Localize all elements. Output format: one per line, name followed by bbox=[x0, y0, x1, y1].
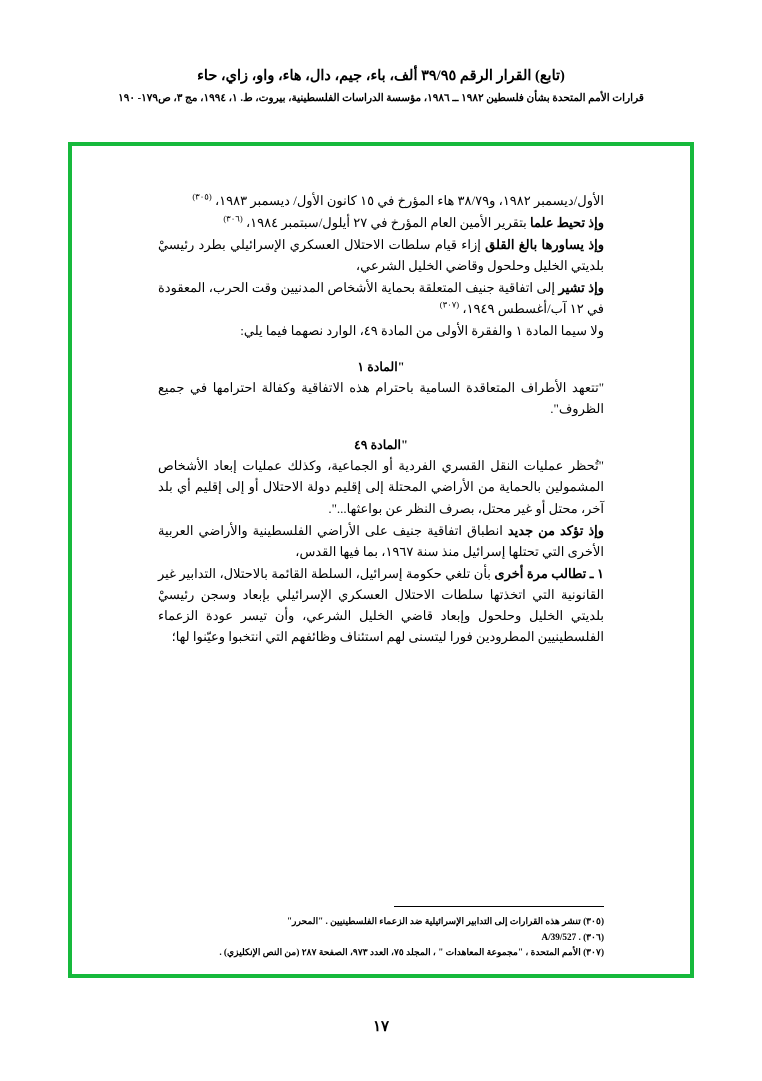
footnote-306-marker: (٣٠٦) bbox=[583, 931, 604, 942]
footnote-307-marker: (٣٠٧) bbox=[583, 946, 604, 957]
paragraph-7-text: بأن تلغي حكومة إسرائيل، السلطة القائمة بالاحتلال، التدابير غير القانونية التي اتخذتها سلطات الاحتلال العسكري الإسرائيلي بإبعاد وسجن رئيسيْ بلديتي الخليل وحلحول وإبعاد قاضي الخليل الشرعي، وأن تيسر عودة الزعماء الفلسطينيين المطرودين فورا ليتسنى لهم استئناف وظائفهم التي انتخبوا وعيّنوا لها؛ bbox=[158, 565, 604, 644]
footnote-divider bbox=[394, 906, 604, 907]
paragraph-1-text: الأول/ديسمبر ١٩٨٢، و٣٨/٧٩ هاء المؤرخ في ١٥ كانون الأول/ ديسمبر ١٩٨٣، bbox=[214, 193, 604, 208]
paragraph-3 bbox=[158, 234, 604, 276]
paragraph-5: ولا سيما المادة ١ والفقرة الأولى من المادة ٤٩، الوارد نصهما فيما يلي: bbox=[240, 323, 604, 339]
spacer bbox=[158, 342, 604, 350]
paragraph-6-text: انطباق اتفاقية جنيف على الأراضي الفلسطينية والأراضي العربية الأخرى التي تحتلها إسرائيل منذ سنة ١٩٦٧، بما فيها القدس، bbox=[158, 522, 604, 559]
footnote-307 bbox=[158, 945, 604, 960]
paragraph-6 bbox=[158, 520, 604, 562]
article-49-text: "تُحظر عمليات النقل القسري الفردية أو الجماعية، وكذلك عمليات إبعاد الأشخاص المشمولين بالحماية من الأراضي المحتلة إلى إقليم دولة الاحتلال أو إلى إقليم أي بلد آخر، محتل أو غير محتل، بصرف النظر عن بواعثها...". bbox=[158, 458, 604, 516]
footnotes-section bbox=[158, 906, 604, 960]
footnote-305-text: تنشر هذه القرارات إلى التدابير الإسرائيلية ضد الزعماء الفلسطينيين . "المحرر" bbox=[286, 916, 581, 927]
green-content-frame bbox=[68, 142, 694, 978]
paragraph-7 bbox=[158, 563, 604, 647]
footnote-ref-306: (٣٠٦) bbox=[223, 213, 243, 224]
page-title: (تابع) القرار الرقم ٣٩/٩٥ ألف، باء، جيم، دال، هاء، واو، زاي، حاء bbox=[197, 68, 565, 84]
footnote-307-text: الأمم المتحدة ، "مجموعة المعاهدات " ، المجلد ٧٥، العدد ٩٧٣، الصفحة ٢٨٧ (من النص الإنكليزي) . bbox=[219, 946, 581, 957]
paragraph-7-lead: ١ ـ تطالب مرة أخرى bbox=[494, 565, 604, 581]
paragraph-2-lead: وإذ تحيط علما bbox=[530, 215, 604, 231]
article-1-heading: "المادة ١ bbox=[357, 360, 405, 375]
paragraph-3-text: إزاء قيام سلطات الاحتلال العسكري الإسرائيلي بطرد رئيسيْ بلديتي الخليل وحلحول وقاضي الخليل الشرعي، bbox=[158, 237, 604, 274]
paragraph-6-lead: وإذ تؤكد من جديد bbox=[507, 522, 604, 538]
paragraph-2-text: بتقرير الأمين العام المؤرخ في ٢٧ أيلول/سبتمبر ١٩٨٤، bbox=[245, 215, 527, 231]
paragraph-1 bbox=[158, 190, 604, 211]
article-1-text: "تتعهد الأطراف المتعاقدة السامية باحترام هذه الاتفاقية وكفالة احترامها في جميع الظروف". bbox=[158, 380, 604, 417]
paragraph-4 bbox=[158, 277, 604, 319]
page-number: ١٧ bbox=[372, 1019, 390, 1035]
footnote-306-text: A/39/527 . bbox=[541, 931, 581, 942]
footnote-305 bbox=[158, 914, 604, 929]
document-header bbox=[0, 68, 762, 104]
paragraph-2 bbox=[158, 212, 604, 233]
document-body bbox=[72, 146, 690, 974]
article-49-heading: "المادة ٤٩ bbox=[354, 438, 408, 453]
paragraph-4-lead: وإذ تشير bbox=[558, 280, 604, 296]
footnote-306 bbox=[158, 930, 604, 945]
page-subtitle: قرارات الأمم المتحدة بشأن فلسطين ١٩٨٢ ــ ١٩٨٦، مؤسسة الدراسات الفلسطينية، بيروت، ط. ١، ١٩٩٤، مج ٣، ص١٧٩- ١٩٠ bbox=[118, 93, 644, 104]
paragraph-4-text: إلى اتفاقية جنيف المتعلقة بحماية الأشخاص المدنيين وقت الحرب، المعقودة في ١٢ آب/أغسطس ١٩٤٩، bbox=[158, 280, 604, 317]
paragraph-3-lead: وإذ يساورها بالغ القلق bbox=[485, 237, 605, 253]
spacer bbox=[158, 420, 604, 428]
footnote-305-marker: (٣٠٥) bbox=[583, 916, 604, 927]
footnote-ref-305: (٣٠٥) bbox=[192, 191, 212, 202]
footnote-ref-307: (٣٠٧) bbox=[439, 299, 460, 310]
